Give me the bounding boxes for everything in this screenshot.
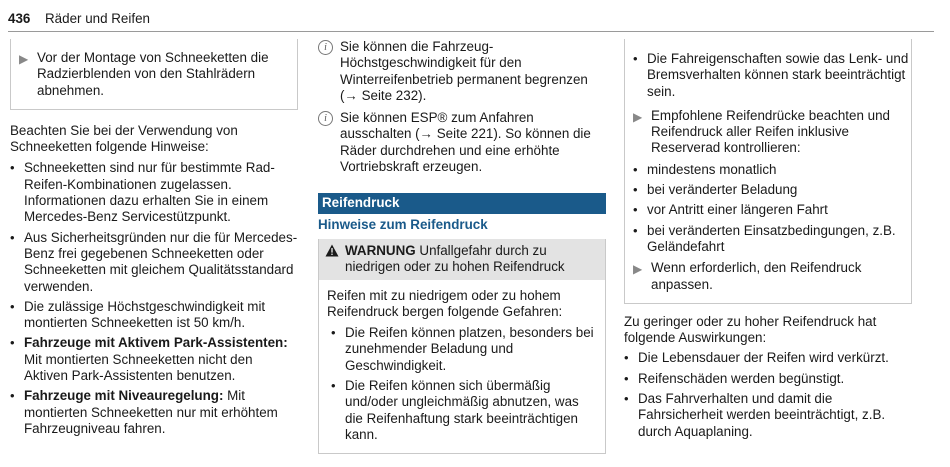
list-item xyxy=(10,160,298,225)
column-left xyxy=(10,39,298,441)
list-item xyxy=(624,371,912,387)
list-item xyxy=(10,230,298,295)
warning-header xyxy=(319,239,605,280)
item-text: vor Antritt einer längeren Fahrt xyxy=(647,202,828,218)
instruction-step xyxy=(19,50,297,99)
page-number: 436 xyxy=(8,11,31,26)
chapter-title: Räder und Reifen xyxy=(45,11,150,26)
bullet-dot: • xyxy=(331,325,336,341)
warning-body xyxy=(319,280,605,454)
instruction-step xyxy=(633,108,911,157)
list-item xyxy=(633,51,911,100)
bullet-dot: • xyxy=(10,229,15,245)
list-item xyxy=(633,223,911,256)
list-item xyxy=(10,335,298,384)
bullet-dot: • xyxy=(633,161,638,177)
warning-intro: Reifen mit zu niedrigem oder zu hohem Reifendruck bergen folgende Gefahren: xyxy=(327,287,563,319)
info-circle-icon: i xyxy=(318,40,333,55)
item-text: Mit montierten Schneeketten nur mit erhöhtem Fahrzeugniveau fahren. xyxy=(24,388,278,436)
instruction-step xyxy=(633,260,911,293)
info-circle-icon: i xyxy=(318,111,333,126)
instruction-text: Empfohlene Reifendrücke beachten und Reifendruck aller Reifen inklusive Reserverad kontrollieren: xyxy=(651,107,890,156)
item-text: Mit montierten Schneeketten nicht den Aktiven Park-Assistenten benutzen. xyxy=(24,351,253,384)
item-text: Aus Sicherheitsgründen nur die für Mercedes-Benz frei gegebenen Schneeketten oder Schneeketten mit gleichem Qualitätsstandard verwenden. xyxy=(24,229,298,294)
item-text: Die Reifen können sich übermäßig und/oder ungleichmäßig abnutzen, was die Reifenhaftung stark beeinträchtigen kann. xyxy=(345,378,579,442)
bullet-dot: • xyxy=(10,298,15,314)
list-item xyxy=(633,182,911,198)
warning-box xyxy=(318,239,606,454)
bullet-list xyxy=(331,325,599,443)
bullet-dot: • xyxy=(10,388,15,404)
warning-label: WARNUNG xyxy=(345,242,416,258)
bullet-dot: • xyxy=(624,350,629,366)
triangle-right-icon: ▶ xyxy=(633,109,643,124)
bullet-list xyxy=(633,162,911,255)
bullet-dot: • xyxy=(331,378,336,394)
item-text: bei veränderter Beladung xyxy=(647,182,798,198)
warning-continuation-box xyxy=(624,39,912,304)
item-text: Die Reifen können platzen, besonders bei zunehmender Beladung und Geschwindigkeit. xyxy=(345,325,594,373)
instruction-text: Wenn erforderlich, den Reifendruck anpassen. xyxy=(651,260,862,292)
bullet-dot: • xyxy=(10,160,15,176)
info-text: Sie können die Fahrzeug-Höchstgeschwindigkeit für den Winterreifenbetrieb permanent begrenzen (→ Seite 232). xyxy=(340,39,588,103)
bullet-dot: • xyxy=(624,370,629,386)
instruction-text: Vor der Montage von Schneeketten die Radzierblenden von den Stahlrädern abnehmen. xyxy=(37,50,269,98)
bullet-dot: • xyxy=(633,182,638,198)
list-item xyxy=(10,388,298,437)
item-text: Die zulässige Höchstgeschwindigkeit mit montierten Schneeketten ist 50 km/h. xyxy=(24,298,266,331)
bullet-dot: • xyxy=(633,51,638,66)
list-item xyxy=(331,325,599,374)
column-right xyxy=(624,39,912,444)
item-text: Die Fahreigenschaften sowie das Lenk- und Bremsverhalten können stark beeinträchtigt sein. xyxy=(647,51,909,99)
bullet-list xyxy=(624,350,912,439)
subsection-heading: Hinweise zum Reifendruck xyxy=(318,216,488,232)
bullet-dot: • xyxy=(624,391,629,407)
item-text: Das Fahrverhalten und damit die Fahrsicherheit werden beeinträchtigt, z.B. durch Aquaplaning. xyxy=(638,391,886,439)
intro-text: Beachten Sie bei der Verwendung von Schneeketten folgende Hinweise: xyxy=(10,122,238,155)
instruction-box xyxy=(10,39,298,110)
list-item xyxy=(633,162,911,178)
list-item xyxy=(624,391,912,440)
item-text: Schneeketten sind nur für bestimmte Rad-Reifen-Kombinationen zugelassen. Informationen dazu erhalten Sie in einem Mercedes-Benz Servicestützpunkt. xyxy=(24,160,275,225)
item-text: Die Lebensdauer der Reifen wird verkürzt. xyxy=(638,350,889,366)
item-text: bei veränderten Einsatzbedingungen, z.B. Geländefahrt xyxy=(647,222,896,254)
column-middle xyxy=(318,39,606,454)
warning-title: Unfallgefahr durch zu niedrigen oder zu hohen Reifendruck xyxy=(345,242,565,275)
bullet-dot: • xyxy=(10,335,15,351)
info-note xyxy=(318,39,606,104)
triangle-right-icon: ▶ xyxy=(19,52,29,66)
list-item xyxy=(624,350,912,366)
bullet-dot: • xyxy=(633,222,638,238)
warning-triangle-icon xyxy=(325,244,345,261)
info-note xyxy=(318,110,606,175)
section-heading: Reifendruck xyxy=(318,193,606,213)
page-header xyxy=(8,9,934,32)
list-item xyxy=(633,202,911,218)
bold-lead: Fahrzeuge mit Niveauregelung: xyxy=(24,388,224,404)
item-text: mindestens monatlich xyxy=(647,161,777,177)
bullet-list xyxy=(10,160,298,437)
list-item xyxy=(10,299,298,332)
item-text: Reifenschäden werden begünstigt. xyxy=(638,370,845,386)
effects-intro: Zu geringer oder zu hoher Reifendruck hat folgende Auswirkungen: xyxy=(624,313,877,346)
triangle-right-icon: ▶ xyxy=(633,262,643,277)
info-text: Sie können ESP® zum Anfahren ausschalten (→ Seite 221). So können die Räder durchdrehen und eine erhöhte Vortriebskraft erzeugen. xyxy=(340,110,591,175)
bullet-dot: • xyxy=(633,202,638,218)
list-item xyxy=(331,378,599,443)
bold-lead: Fahrzeuge mit Aktivem Park-Assistenten: xyxy=(24,335,288,351)
